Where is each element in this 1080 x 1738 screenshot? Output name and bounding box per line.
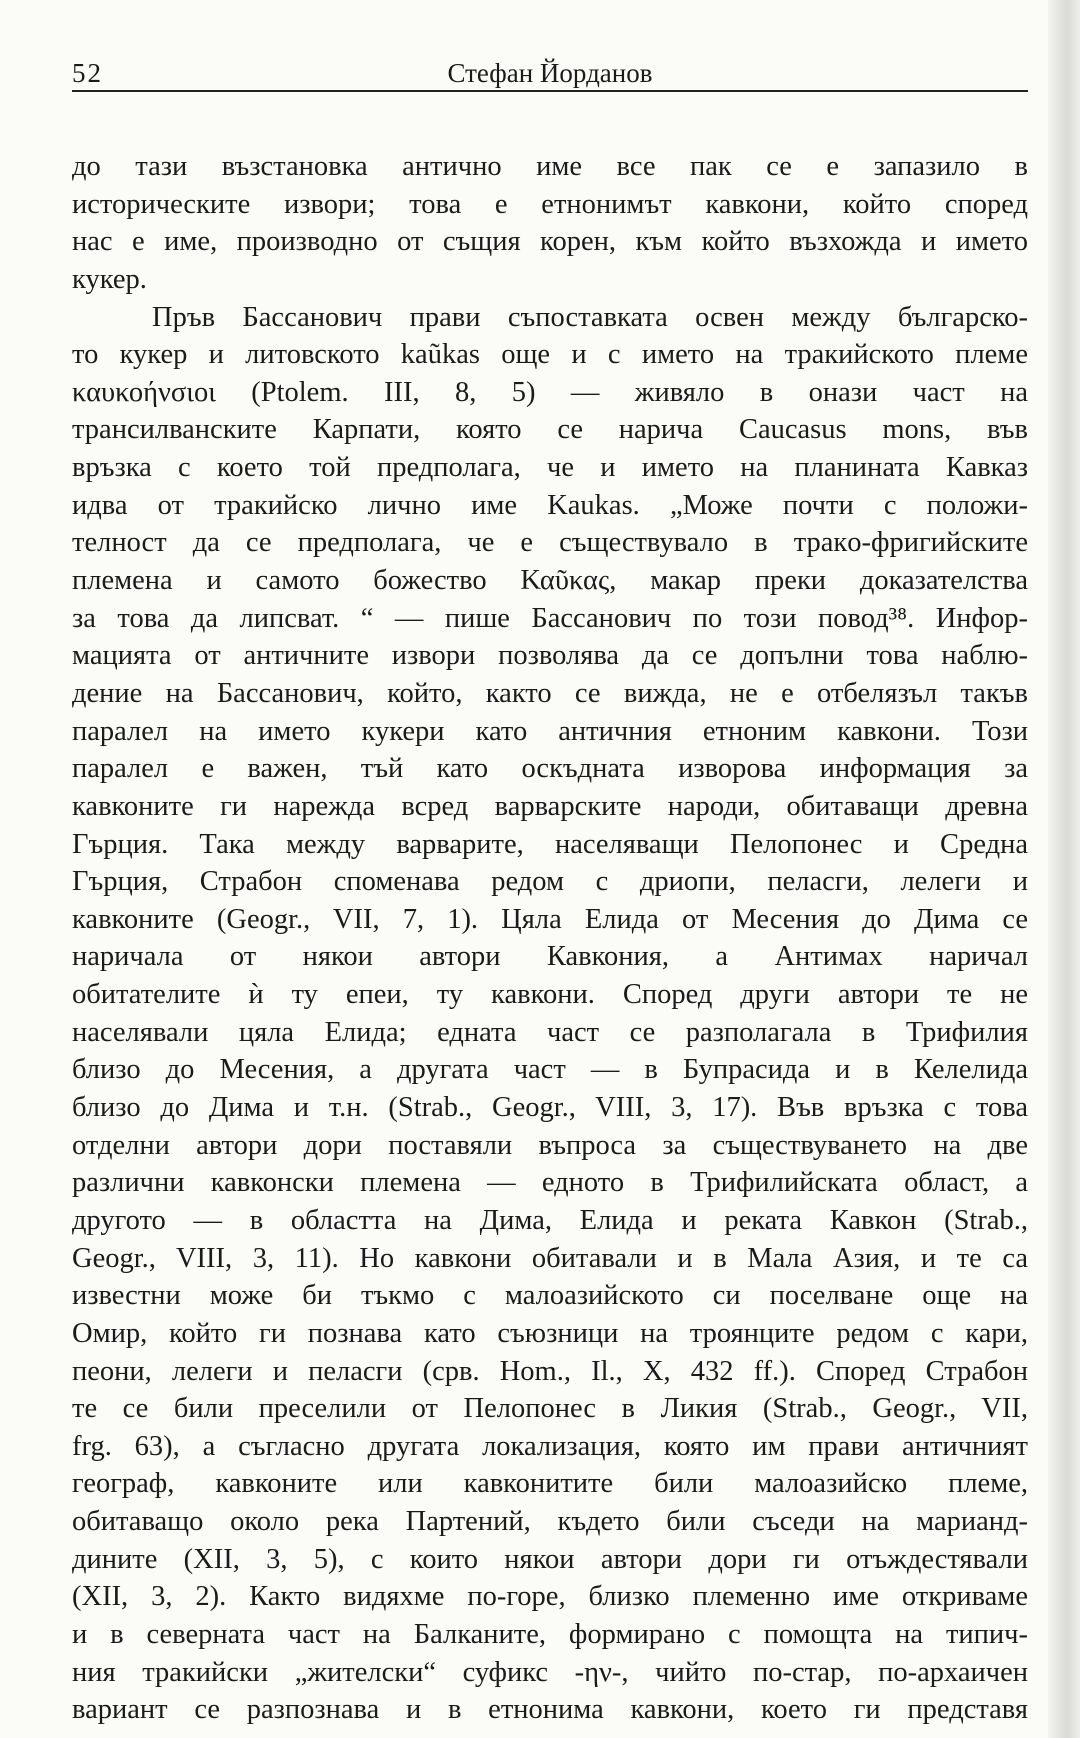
text-line: вариант се разпознава и в етнонима кавкони, което ги представя	[72, 1694, 1028, 1726]
text-line: различни кавконски племена — едното в Трифилийската област, а	[72, 1167, 1028, 1199]
text-line: обитателите ѝ ту епеи, ту кавкони. Според други автори те не	[72, 979, 1028, 1011]
text-line: Пръв Бассанович прави съпоставката освен между българско-	[152, 301, 1028, 333]
text-line: наричала от някои автори Кавкония, а Антимах наричал	[72, 941, 1028, 973]
text-line: населявали цяла Елида; едната част се разполагала в Трифилия	[72, 1016, 1028, 1048]
header-rule	[72, 90, 1028, 92]
text-line: то кукер и литовското kaũkas още и с името на тракийското племе	[72, 339, 1028, 371]
page-gutter-shadow	[1048, 0, 1080, 1738]
text-line: пеони, лелеги и пеласги (срв. Hom., Il., X, 432 ff.). Според Страбон	[72, 1355, 1028, 1387]
text-line: frg. 63), а съгласно другата локализация, която им прави античният	[72, 1430, 1028, 1462]
text-line: кавконите ги нарежда всред варварските народи, обитаващи древна	[72, 790, 1028, 822]
text-line: мацията от античните извори позволява да се допълни това наблю-	[72, 640, 1028, 672]
text-line: Geogr., VIII, 3, 11). Но кавкони обитавали и в Мала Азия, и те са	[72, 1242, 1028, 1274]
body-text	[72, 148, 1028, 1729]
text-line: обитаващо около река Партений, където били съседи на марианд-	[72, 1506, 1028, 1538]
text-line: историческите извори; това е етнонимът кавкони, който според	[72, 188, 1028, 220]
text-line: те се били преселили от Пелопонес в Ликия (Strab., Geogr., VII,	[72, 1393, 1028, 1425]
text-line: Гърция, Страбон споменава редом с дриопи, пеласги, лелеги и	[72, 866, 1028, 898]
text-line: дение на Бассанович, който, както се вижда, не е отбелязъл такъв	[72, 677, 1028, 709]
text-line: Омир, който ги познава като съюзници на троянците редом с кари,	[72, 1317, 1028, 1349]
text-line: близо до Дима и т.н. (Strab., Geogr., VIII, 3, 17). Във връзка с това	[72, 1092, 1028, 1124]
text-line: кукер.	[72, 263, 147, 295]
text-line: ния тракийски „жителски“ суфикс -ην-, чийто по-стар, по-архаичен	[72, 1656, 1028, 1688]
text-line: географ, кавконите или кавконитите били малоазийско племе,	[72, 1468, 1028, 1500]
text-line: дините (XII, 3, 5), с които някои автори дори ги отъждестявали	[72, 1543, 1028, 1575]
text-line: καυκοήνσιοι (Ptolem. III, 8, 5) — живяло в онази част на	[72, 376, 1028, 408]
text-line: идва от тракийско лично име Kaukas. „Може почти с положи-	[72, 489, 1028, 521]
text-line: кавконите (Geogr., VII, 7, 1). Цяла Елида от Месения до Дима се	[72, 903, 1028, 935]
text-line: известни може би тъкмо с малоазийското си поселване още на	[72, 1280, 1028, 1312]
page-number: 52	[72, 58, 103, 88]
text-line: другото — в областта на Дима, Елида и реката Кавкон (Strab.,	[72, 1204, 1028, 1236]
text-line: близо до Месения, а другата част — в Бупрасида и в Келелида	[72, 1054, 1028, 1086]
text-line: телност да се предполага, че е съществувало в тракo-фригийските	[72, 527, 1028, 559]
text-line: връзка с което той предполага, че и името на планината Кавказ	[72, 452, 1028, 484]
text-line: за това да липсват. “ — пише Бассанович по този повод³⁸. Инфор-	[72, 602, 1028, 634]
text-line: и в северната част на Балканите, формирано с помощта на типич-	[72, 1618, 1028, 1650]
text-line: отделни автори дори поставяли въпроса за съществуването на две	[72, 1129, 1028, 1161]
text-line: до тази възстановка антично име все пак се е запазило в	[72, 151, 1028, 182]
text-line: Гърция. Така между варварите, населяващи Пелопонес и Средна	[72, 828, 1028, 860]
text-line: нас е име, производно от същия корен, към който възхожда и името	[72, 226, 1028, 258]
text-line: паралел е важен, тъй като оскъдната изворова информация за	[72, 753, 1028, 785]
text-line: трансилванските Карпати, която се нарича Caucasus mons, във	[72, 414, 1028, 446]
text-line: племена и самото божество Καῦκας, макар преки доказателства	[72, 565, 1028, 597]
text-line: паралел на името кукери като античния етноним кавкони. Този	[72, 715, 1028, 747]
text-line: (XII, 3, 2). Както видяхме по-горе, близко племенно име откриваме	[72, 1581, 1028, 1613]
running-head-author: Стефан Йорданов	[447, 58, 653, 88]
